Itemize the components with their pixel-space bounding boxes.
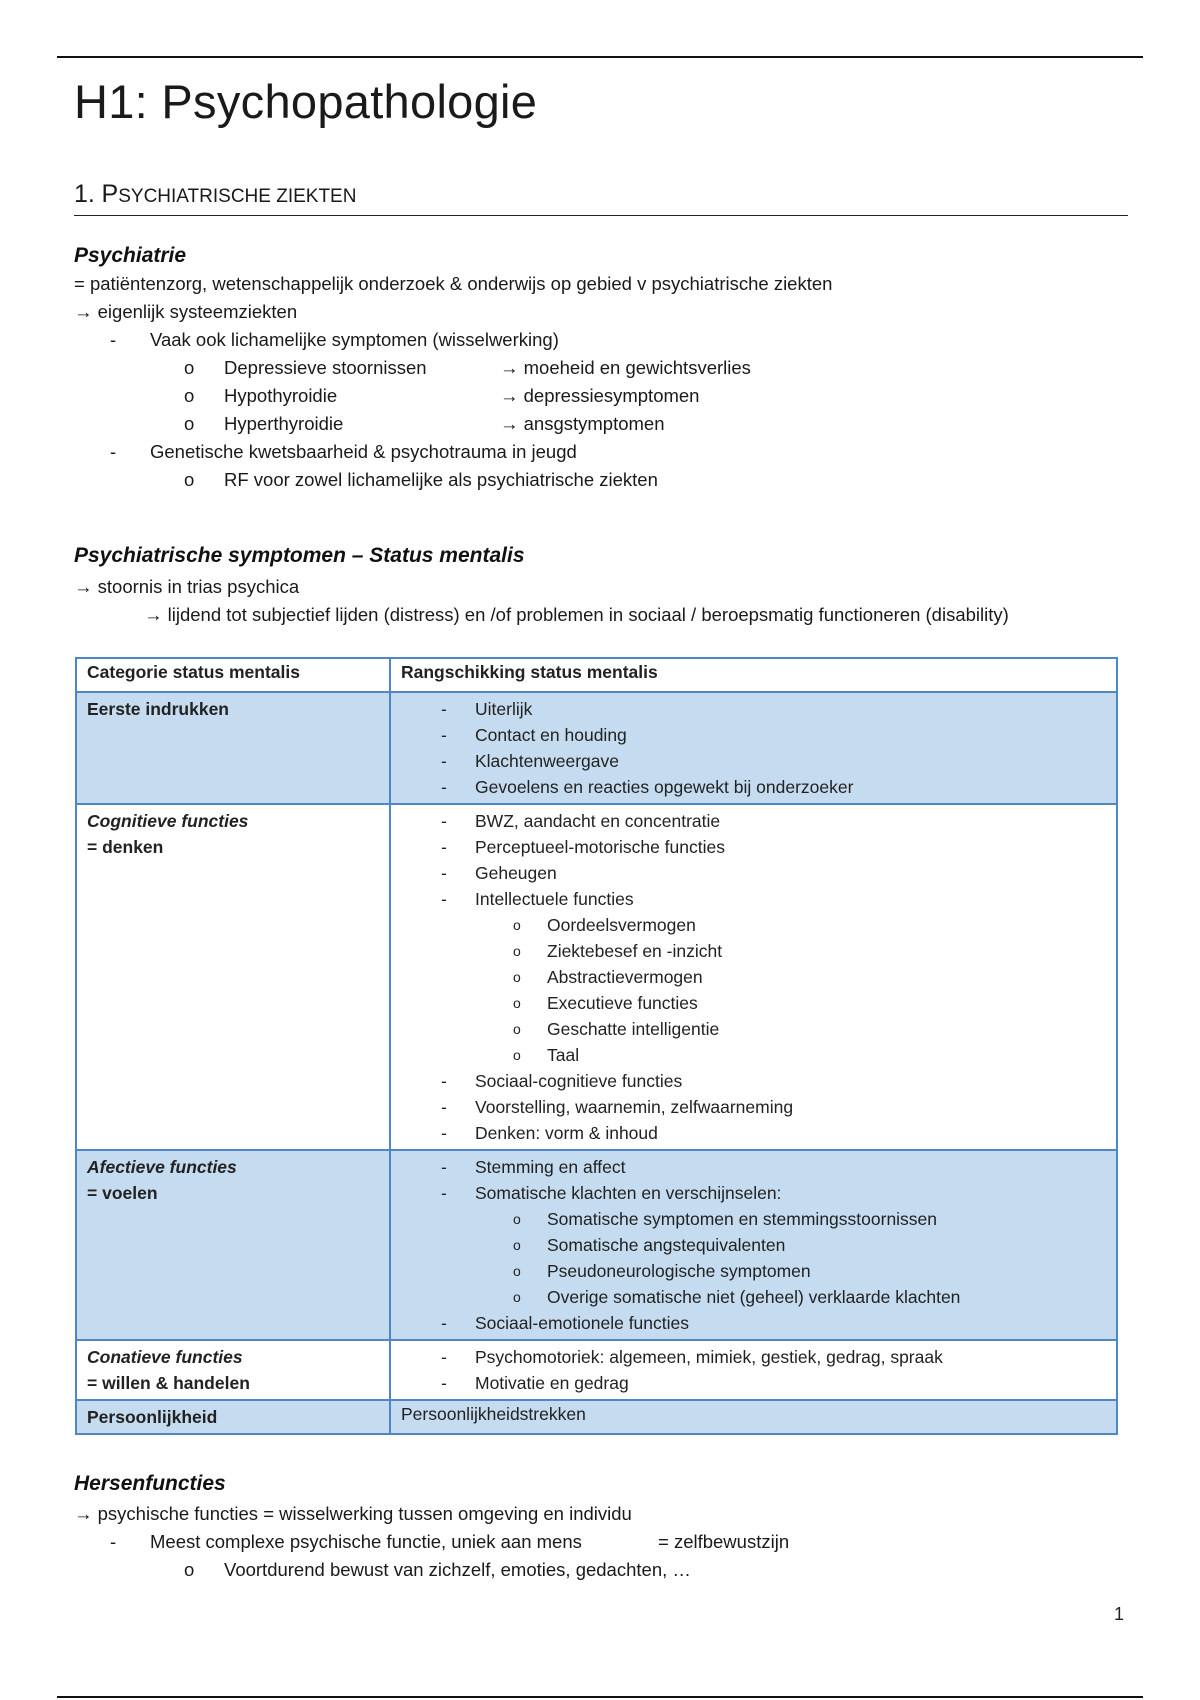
status-mentalis-table bbox=[75, 657, 1118, 1435]
list-item: - Stemming en affect bbox=[441, 1154, 1106, 1180]
list-item: - Perceptueel-motorische functies bbox=[441, 834, 1106, 860]
document-title: H1: Psychopathologie bbox=[74, 75, 538, 128]
category-name: Persoonlijkheid bbox=[87, 1407, 218, 1427]
category-sub: = willen & handelen bbox=[87, 1373, 250, 1393]
category-cell bbox=[76, 1340, 390, 1400]
sub-list-item: o Somatische symptomen en stemmingsstoornissen bbox=[513, 1206, 1106, 1232]
table-row bbox=[76, 1150, 1117, 1340]
section-number: 1. bbox=[74, 180, 95, 208]
pair-left-2: Hypothyroidie bbox=[224, 385, 338, 406]
hersen-sub: o Voortdurend bewust van zichzelf, emoties, gedachten, … bbox=[184, 1559, 691, 1580]
list-item: - Klachtenweergave bbox=[441, 748, 1106, 774]
pair-row-3: o Hyperthyroidie bbox=[184, 413, 344, 434]
pair-row-2: o Hypothyroidie bbox=[184, 385, 338, 406]
psychiatrie-arrow-line: → eigenlijk systeemziekten bbox=[74, 301, 298, 322]
list-item: - Uiterlijk bbox=[441, 696, 1106, 722]
list-item: - Denken: vorm & inhoud bbox=[441, 1120, 1106, 1146]
pair-left-3: Hyperthyroidie bbox=[224, 413, 344, 434]
pair-right-2: → depressiesymptomen bbox=[500, 385, 700, 406]
items-cell bbox=[390, 804, 1117, 1150]
list-item: - Voorstelling, waarnemin, zelfwaarneming bbox=[441, 1094, 1106, 1120]
list-item: - Somatische klachten en verschijnselen: o Somatische symptomen en stemmingsstoornissen o Somatische angstequivalenten o Pseudoneurologische symptomen o Overige somatische niet (geheel) verklaarde klachten bbox=[441, 1180, 1106, 1310]
category-cell bbox=[76, 1400, 390, 1434]
category-sub: = denken bbox=[87, 837, 164, 857]
list-item: - Gevoelens en reacties opgewekt bij onderzoeker bbox=[441, 774, 1106, 800]
items-cell: Persoonlijkheidstrekken bbox=[390, 1400, 1117, 1434]
psychiatrie-sub-2: o RF voor zowel lichamelijke als psychiatrische ziekten bbox=[184, 469, 658, 490]
sub-list-item: o Overige somatische niet (geheel) verklaarde klachten bbox=[513, 1284, 1106, 1310]
list-item: - Psychomotoriek: algemeen, mimiek, gestiek, gedrag, spraak bbox=[441, 1344, 1106, 1370]
table-row bbox=[76, 692, 1117, 804]
pair-right-1: → moeheid en gewichtsverlies bbox=[500, 357, 751, 378]
category-cell bbox=[76, 692, 390, 804]
header-rangschikking: Rangschikking status mentalis bbox=[390, 658, 1117, 692]
hersen-line-1: → psychische functies = wisselwerking tussen omgeving en individu bbox=[74, 1503, 632, 1524]
sub-list-item: o Oordeelsvermogen bbox=[513, 912, 1106, 938]
pair-left-1: Depressieve stoornissen bbox=[224, 357, 427, 378]
list-item: - Sociaal-emotionele functies bbox=[441, 1310, 1106, 1336]
list-item: - Sociaal-cognitieve functies bbox=[441, 1068, 1106, 1094]
category-cell bbox=[76, 804, 390, 1150]
bottom-rule bbox=[57, 1696, 1143, 1698]
list-item: - Intellectuele functies o Oordeelsvermogen o Ziektebesef en -inzicht o Abstractievermogen o Executieve functies o Geschatte intelligentie o Taal bbox=[441, 886, 1106, 1068]
section-title-rest: SYCHIATRISCHE ZIEKTEN bbox=[118, 186, 357, 207]
list-item: - Motivatie en gedrag bbox=[441, 1370, 1106, 1396]
table-row bbox=[76, 804, 1117, 1150]
category-sub: = voelen bbox=[87, 1183, 158, 1203]
hersen-bullet: - Meest complexe psychische functie, uniek aan mens bbox=[110, 1531, 582, 1552]
list-item: - BWZ, aandacht en concentratie bbox=[441, 808, 1106, 834]
sub-list-item: o Ziektebesef en -inzicht bbox=[513, 938, 1106, 964]
sub-list-item: o Geschatte intelligentie bbox=[513, 1016, 1106, 1042]
symptomen-line-1: → stoornis in trias psychica bbox=[74, 576, 300, 597]
hersen-heading: Hersenfuncties bbox=[74, 1472, 226, 1495]
symptomen-line-2: → lijdend tot subjectief lijden (distress) en /of problemen in sociaal / beroepsmatig functioneren (disability) bbox=[144, 604, 1009, 625]
table-header-row bbox=[76, 658, 1117, 692]
psychiatrie-bullet-1: - Vaak ook lichamelijke symptomen (wisselwerking) bbox=[110, 329, 559, 350]
category-name: Conatieve functies bbox=[87, 1347, 243, 1367]
sub-list-item: o Taal bbox=[513, 1042, 1106, 1068]
pair-right-3: → ansgstymptomen bbox=[500, 413, 665, 434]
sub-list-item: o Somatische angstequivalenten bbox=[513, 1232, 1106, 1258]
pair-row-1: o Depressieve stoornissen bbox=[184, 357, 427, 378]
list-item: - Geheugen bbox=[441, 860, 1106, 886]
hersen-bullet-right: = zelfbewustzijn bbox=[658, 1531, 790, 1552]
category-name: Afectieve functies bbox=[87, 1157, 237, 1177]
top-rule bbox=[57, 56, 1143, 58]
category-cell bbox=[76, 1150, 390, 1340]
page-number: 1 bbox=[1114, 1604, 1125, 1624]
items-cell bbox=[390, 1340, 1117, 1400]
header-categorie: Categorie status mentalis bbox=[76, 658, 390, 692]
symptomen-heading: Psychiatrische symptomen – Status mentalis bbox=[74, 544, 525, 567]
section-first-letter: P bbox=[101, 180, 119, 208]
psychiatrie-heading: Psychiatrie bbox=[74, 244, 187, 267]
category-name: Cognitieve functies bbox=[87, 811, 249, 831]
category-name: Eerste indrukken bbox=[87, 699, 229, 719]
sub-list-item: o Abstractievermogen bbox=[513, 964, 1106, 990]
psychiatrie-bullet-2: - Genetische kwetsbaarheid & psychotrauma in jeugd bbox=[110, 441, 577, 462]
sub-list-item: o Pseudoneurologische symptomen bbox=[513, 1258, 1106, 1284]
list-item: - Contact en houding bbox=[441, 722, 1106, 748]
section-heading bbox=[74, 180, 1128, 216]
table-row bbox=[76, 1400, 1117, 1434]
psychiatrie-definition: = patiëntenzorg, wetenschappelijk onderzoek & onderwijs op gebied v psychiatrische ziekten bbox=[74, 273, 833, 294]
items-cell bbox=[390, 1150, 1117, 1340]
table-row bbox=[76, 1340, 1117, 1400]
items-cell bbox=[390, 692, 1117, 804]
sub-list-item: o Executieve functies bbox=[513, 990, 1106, 1016]
